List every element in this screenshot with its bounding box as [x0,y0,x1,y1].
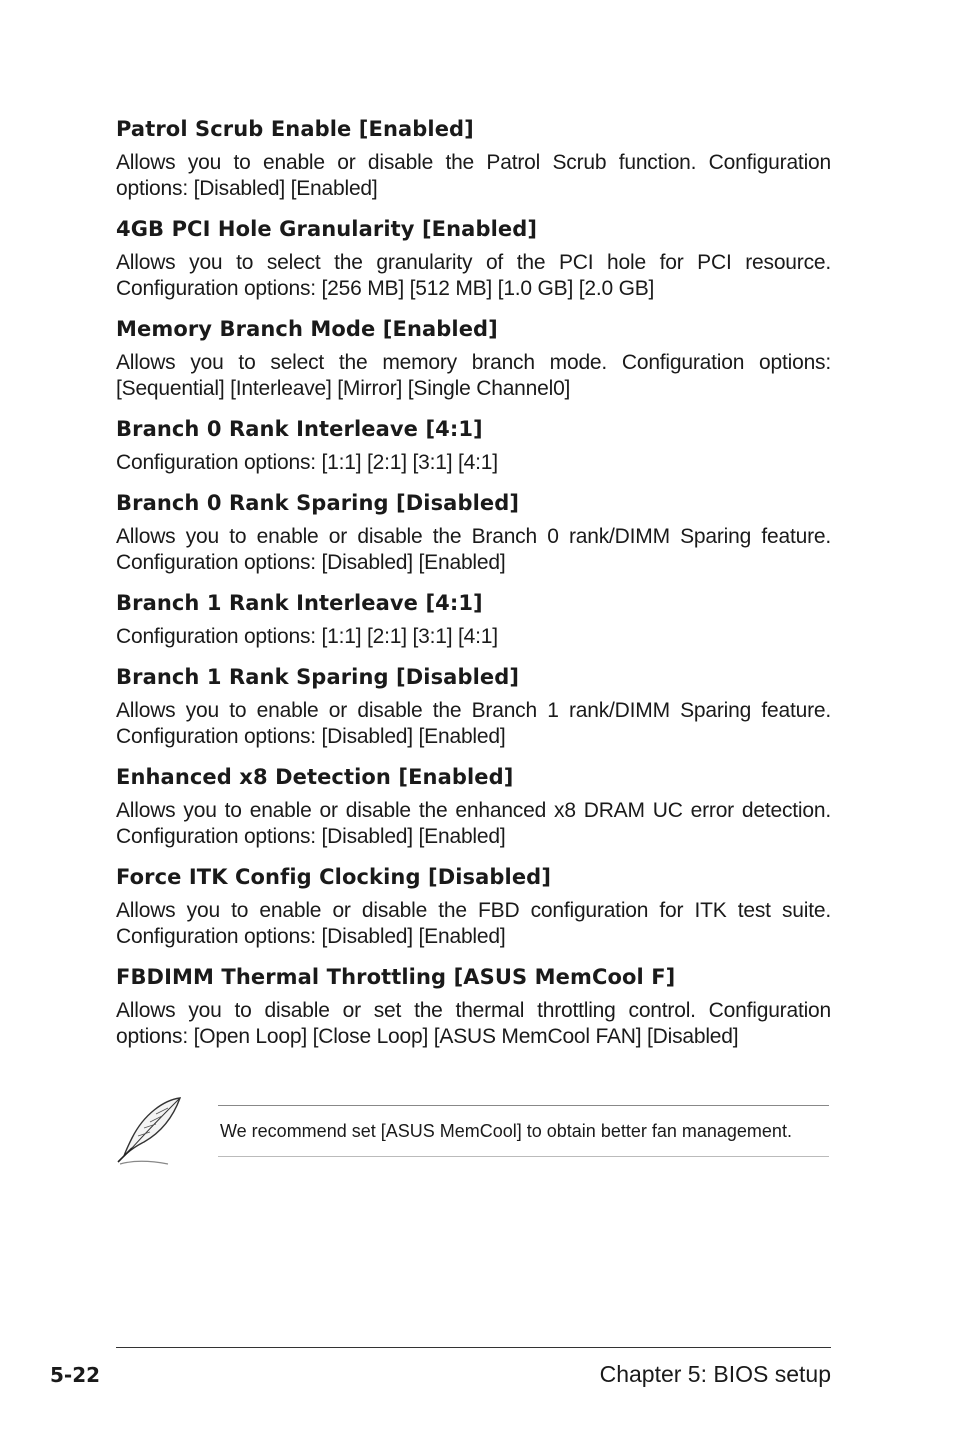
setting-description: Allows you to select the granularity of the PCI hole for PCI resource. Configuration options: [256 MB] [512 MB] [1.0 GB] [2.0 GB] [116,251,831,300]
footer-divider [116,1347,831,1348]
setting-description: Allows you to enable or disable the FBD configuration for ITK test suite. Configuration options: [Disabled] [Enabled] [116,899,831,948]
setting-heading: Branch 1 Rank Sparing [Disabled] [116,665,520,689]
setting-force-itk-config-clocking [116,864,831,950]
setting-heading: Memory Branch Mode [Enabled] [116,317,498,341]
note-text: We recommend set [ASUS MemCool] to obtain better fan management. [220,1121,792,1141]
setting-heading: Branch 0 Rank Interleave [4:1] [116,417,483,441]
setting-memory-branch-mode [116,316,831,402]
note-callout [116,1092,831,1167]
setting-branch0-rank-interleave [116,416,831,476]
page-number: 5-22 [50,1363,101,1387]
setting-pci-hole-granularity [116,216,831,302]
setting-patrol-scrub [116,116,831,202]
setting-heading: Force ITK Config Clocking [Disabled] [116,865,552,889]
setting-heading: FBDIMM Thermal Throttling [ASUS MemCool F] [116,965,676,989]
bios-settings-content [116,116,831,1064]
setting-branch1-rank-interleave [116,590,831,650]
setting-description: Configuration options: [1:1] [2:1] [3:1] [4:1] [116,451,498,474]
setting-heading: Branch 1 Rank Interleave [4:1] [116,591,483,615]
feather-pen-icon [116,1094,186,1166]
setting-heading: Branch 0 Rank Sparing [Disabled] [116,491,520,515]
setting-description: Configuration options: [1:1] [2:1] [3:1] [4:1] [116,625,498,648]
setting-fbdimm-thermal-throttling [116,964,831,1050]
setting-description: Allows you to disable or set the thermal throttling control. Configuration options: [Open Loop] [Close Loop] [ASUS MemCool FAN] [Disabled] [116,999,831,1048]
chapter-title: Chapter 5: BIOS setup [599,1361,831,1387]
note-box [218,1105,829,1157]
setting-enhanced-x8-detection [116,764,831,850]
setting-heading: 4GB PCI Hole Granularity [Enabled] [116,217,538,241]
setting-branch1-rank-sparing [116,664,831,750]
setting-description: Allows you to enable or disable the Patrol Scrub function. Configuration options: [Disabled] [Enabled] [116,151,831,200]
setting-branch0-rank-sparing [116,490,831,576]
setting-description: Allows you to enable or disable the Branch 0 rank/DIMM Sparing feature. Configuration options: [Disabled] [Enabled] [116,525,831,574]
setting-description: Allows you to enable or disable the enhanced x8 DRAM UC error detection. Configuration options: [Disabled] [Enabled] [116,799,831,848]
setting-description: Allows you to select the memory branch mode. Configuration options: [Sequential] [Interleave] [Mirror] [Single Channel0] [116,351,831,400]
setting-heading: Enhanced x8 Detection [Enabled] [116,765,514,789]
setting-description: Allows you to enable or disable the Branch 1 rank/DIMM Sparing feature. Configuration options: [Disabled] [Enabled] [116,699,831,748]
setting-heading: Patrol Scrub Enable [Enabled] [116,117,474,141]
